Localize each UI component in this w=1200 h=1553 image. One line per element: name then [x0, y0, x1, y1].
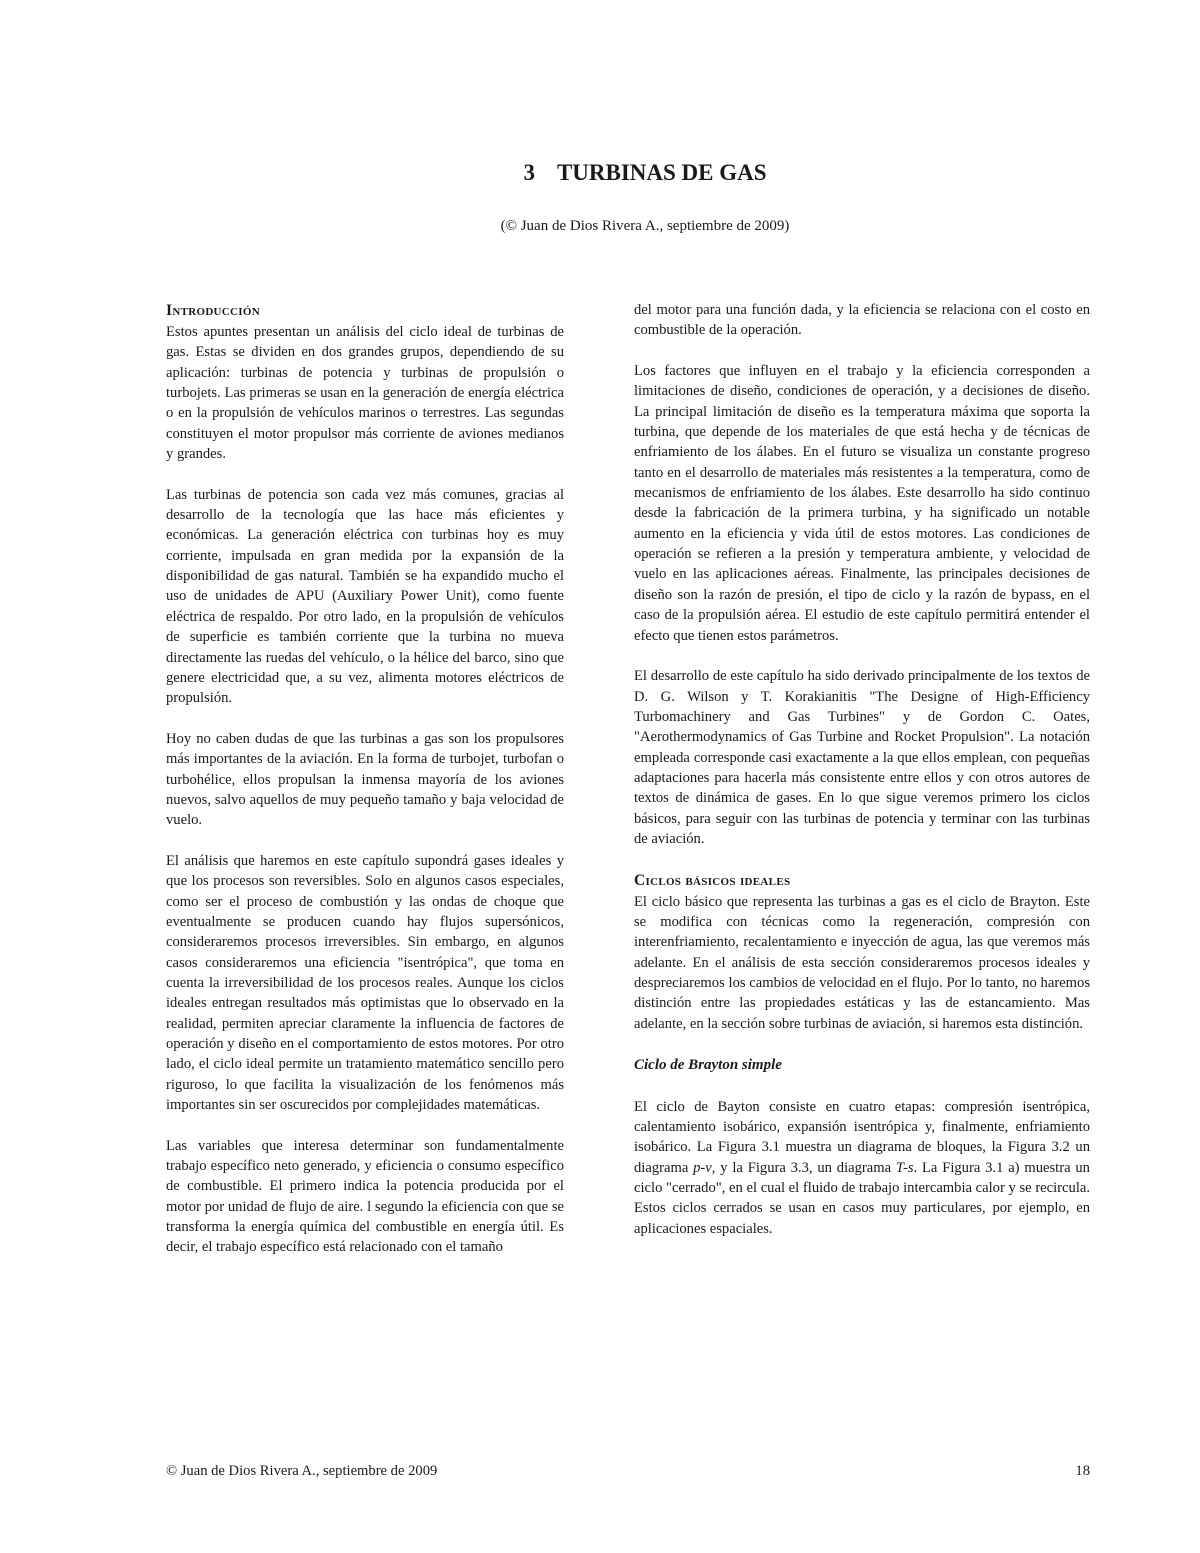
footer-copyright: © Juan de Dios Rivera A., septiembre de 2009: [166, 1463, 438, 1479]
paragraph: Las turbinas de potencia son cada vez más comunes, gracias al desarrollo de la tecnología que las hace más eficientes y económicas. La generación eléctrica con turbinas hoy es muy corriente, impulsada en gran medida por la expansión de la disponibilidad de gas natural. También se ha expandido mucho el uso de unidades de APU (Auxiliary Power Unit), como fuente eléctrica de respaldo. Por otro lado, en la propulsión de vehículos de superficie es también corriente que la turbina no mueva directamente las ruedas del vehículo, o la hélice del barco, sino que genere electricidad que, a su vez, alimenta motores eléctricos de propulsión.: [166, 486, 564, 707]
pv-symbol: p-v: [693, 1159, 712, 1176]
paragraph: Hoy no caben dudas de que las turbinas a gas son los propulsores más importantes de la aviación. En la forma de turbojet, turbofan o turbohélice, ellos propulsan la inmensa mayoría de los aviones nuevos, salvo aquellos de muy pequeño tamaño y baja velocidad de vuelo.: [166, 730, 564, 829]
paragraph: El ciclo básico que representa las turbinas a gas es el ciclo de Brayton. Este se modifica con técnicas como la regeneración, compresión con interenfriamiento, recalentamiento e inyección de agua, las que veremos más adelante. En el análisis de esta sección consideraremos procesos ideales y despreciaremos los cambios de velocidad en el flujo. Por lo tanto, no haremos distinción entre las propiedades estáticas y las de estancamiento. Mas adelante, en la sección sobre turbinas de aviación, si haremos esta distinción.: [634, 893, 1090, 1032]
chapter-title-text: TURBINAS DE GAS: [556, 160, 767, 185]
paragraph: El análisis que haremos en este capítulo supondrá gases ideales y que los procesos son reversibles. Solo en algunos casos especiales, como ser el proceso de combustión y las ondas de choque que eventualmente se producen cuando hay flujos supersónicos, consideraremos procesos irreversibles. Sin embargo, en algunos casos consideraremos una eficiencia "isentrópica", que toma en cuenta la irreversibilidad de los procesos reales. Aunque los ciclos ideales entregan resultados más optimistas que lo observado en la realidad, permiten apreciar claramente la influencia de factores de operación y diseño en el comportamiento de estos motores. Por otro lado, el ciclo ideal permite un tratamiento matemático sencillo pero riguroso, lo que facilita la visualización de los fenómenos más importantes sin ser oscurecidos por complejidades matemáticas.: [166, 852, 564, 1114]
paragraph: Las variables que interesa determinar son fundamentalmente trabajo específico neto generado, y eficiencia o consumo específico de combustible. El primero indica la potencia producida por el motor por unidad de flujo de aire. l segundo la eficiencia con que se transforma la energía química del combustible en energía útil. Es decir, el trabajo específico está relacionado con el tamaño: [166, 1137, 564, 1256]
text-segment: , y la Figura 3.3, un diagrama: [711, 1159, 896, 1176]
section-heading-ciclos-basicos: Ciclos básicos ideales: [634, 871, 791, 889]
chapter-title: [0, 160, 1200, 186]
page-number: 18: [1075, 1463, 1090, 1479]
paragraph-continuation: del motor para una función dada, y la eficiencia se relaciona con el costo en combustible de la operación.: [634, 302, 1090, 339]
ts-symbol: T-s: [895, 1159, 914, 1176]
paragraph-brayton: [634, 1097, 1090, 1239]
chapter-number: 3: [523, 160, 535, 185]
text-segment: . La Figura 3.1 a) muestra un ciclo "cerrado", en el cual el fluido de trabajo intercambia calor y se recircula. Estos ciclos cerrados se usan en casos muy particulares, por ejemplo, en aplicaciones espaciales.: [634, 1159, 1090, 1237]
paragraph: Los factores que influyen en el trabajo y la eficiencia corresponden a limitaciones de diseño, condiciones de operación, y a decisiones de diseño. La principal limitación de diseño es la temperatura máxima que soporta la turbina, que depende de los materiales de que está hecha y de técnicas de enfriamiento de los álabes. En el futuro se visualiza un constante progreso tanto en el desarrollo de materiales más resistentes a la temperatura, como de mecanismos de enfriamiento de los álabes. Este desarrollo ha sido continuo desde la fabricación de la primera turbina, y ha significado un notable aumento en la eficiencia y vida útil de estos motores. Las condiciones de operación se refieren a la presión y temperatura ambiente, y velocidad de vuelo en las aplicaciones aéreas. Finalmente, las principales decisiones de diseño son la razón de presión, el tipo de ciclo y la razón de bypass, en el caso de la propulsión aérea. El estudio de este capítulo permitirá entender el efecto que tienen estos parámetros.: [634, 363, 1090, 644]
left-column: [166, 300, 564, 1278]
right-column: [634, 300, 1090, 1259]
section-heading-introduccion: Introducción: [166, 302, 260, 319]
author-copyright-line: (© Juan de Dios Rivera A., septiembre de 2009): [500, 218, 790, 234]
text-segment: El ciclo de Bayton consiste en cuatro etapas: compresión isentrópica, calentamiento isobárico, expansión isentrópica y, finalmente, enfriamiento isobárico. La Figura 3.1 muestra un diagrama de bloques, la Figura 3.2 un diagrama: [634, 1098, 1090, 1176]
subsection-heading-brayton: Ciclo de Brayton simple: [634, 1057, 782, 1074]
paragraph: Estos apuntes presentan un análisis del ciclo ideal de turbinas de gas. Estas se dividen en dos grandes grupos, dependiendo de su aplicación: turbinas de potencia y turbinas de propulsión o turbojets. Las primeras se usan en la generación de energía eléctrica o en la propulsión de vehículos marinos o terrestres. Las segundas constituyen el motor propulsor más corriente de aviones medianos y grandes.: [166, 324, 564, 463]
paragraph: El desarrollo de este capítulo ha sido derivado principalmente de los textos de D. G. Wilson y T. Korakianitis "The Designe of High-Efficiency Turbomachinery and Gas Turbines" y de Gordon C. Oates, "Aerothermodynamics of Gas Turbine and Rocket Propulsion". La notación empleada corresponde casi exactamente a la que ellos emplean, con pequeñas adaptaciones para hacerla más consistente entre ellos y con otros autores de textos de dinámica de gases. En lo que sigue veremos primero los ciclos básicos, para seguir con las turbinas de potencia y terminar con las turbinas de aviación.: [634, 668, 1090, 847]
page-footer: [166, 1463, 1090, 1480]
